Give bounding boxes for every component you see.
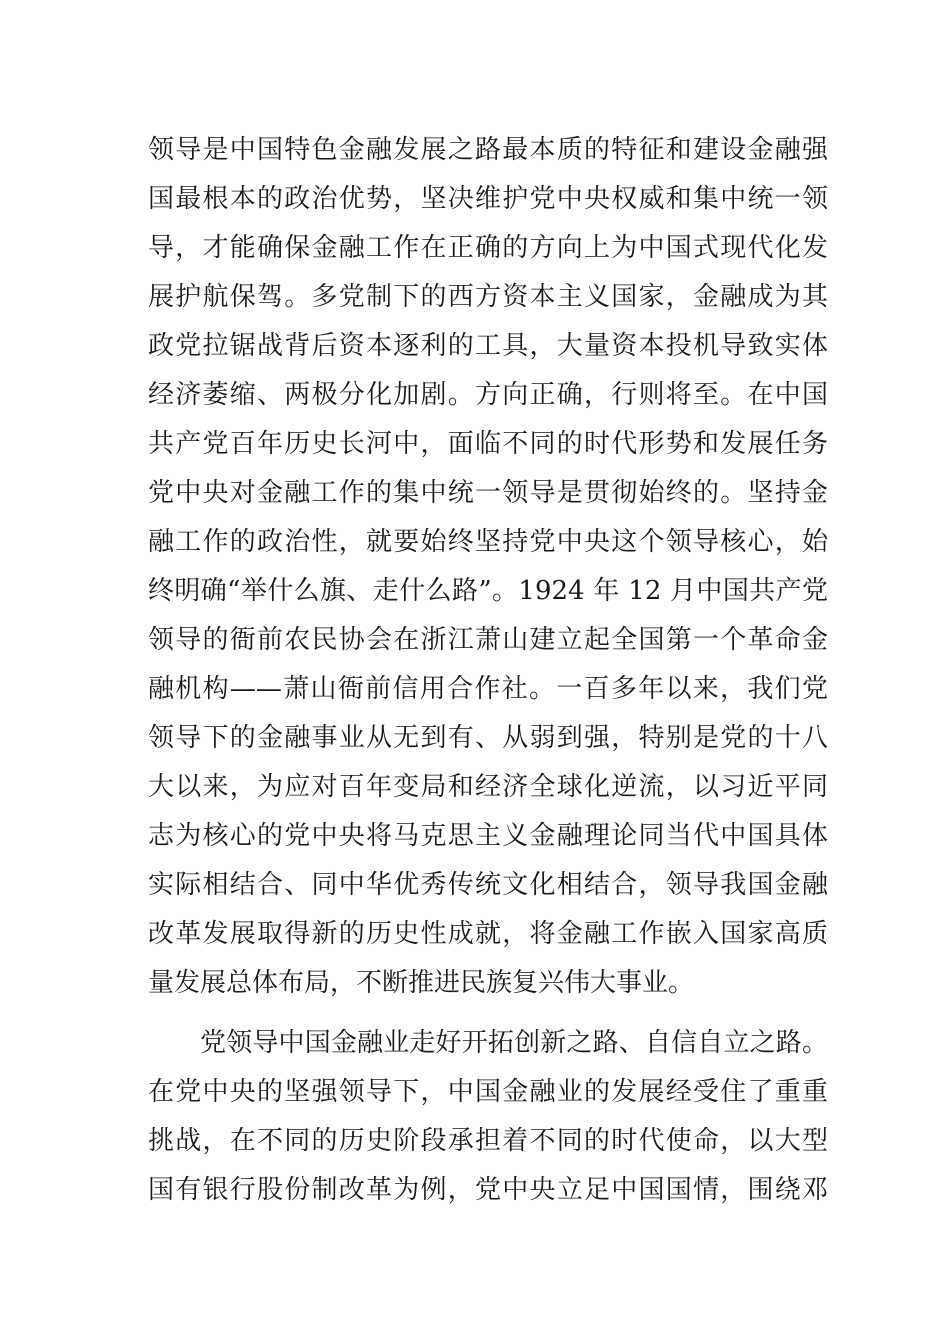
- text-line: 党中央对金融工作的集中统一领导是贯彻始终的。坚持金: [148, 478, 828, 508]
- text-line: 志为核心的党中央将马克思主义金融理论同当代中国具体: [148, 821, 828, 851]
- text-line: 领导的衙前农民协会在浙江萧山建立起全国第一个革命金: [148, 625, 828, 655]
- text-line: 导，才能确保金融工作在正确的方向上为中国式现代化发: [148, 233, 828, 263]
- text-line: 经济萎缩、两极分化加剧。方向正确，行则将至。在中国: [148, 380, 828, 410]
- text-line: 国有银行股份制改革为例，党中央立足中国国情，围绕邓: [148, 1175, 828, 1205]
- text-line: 终明确“举什么旗、走什么路”。1924 年 12 月中国共产党: [148, 576, 828, 606]
- text-line: 在党中央的坚强领导下，中国金融业的发展经受住了重重: [148, 1077, 828, 1107]
- text-line: 共产党百年历史长河中，面临不同的时代形势和发展任务: [148, 429, 828, 459]
- text-line: 大以来，为应对百年变局和经济全球化逆流，以习近平同: [148, 772, 828, 802]
- text-line: 党领导中国金融业走好开拓创新之路、自信自立之路。: [200, 1028, 828, 1058]
- body-text: [148, 126, 828, 1215]
- text-line: 国最根本的政治优势，坚决维护党中央权威和集中统一领: [148, 184, 828, 214]
- text-line: 领导下的金融事业从无到有、从弱到强，特别是党的十八: [148, 723, 828, 753]
- text-line: 实际相结合、同中华优秀传统文化相结合，领导我国金融: [148, 870, 828, 900]
- paragraph-spacer: [148, 1008, 828, 1019]
- text-line: 改革发展取得新的历史性成就，将金融工作嵌入国家高质: [148, 919, 828, 949]
- paragraph-1: [148, 126, 828, 1008]
- text-line: 政党拉锯战背后资本逐利的工具，大量资本投机导致实体: [148, 331, 828, 361]
- text-line: 融工作的政治性，就要始终坚持党中央这个领导核心，始: [148, 527, 828, 557]
- text-line: 展护航保驾。多党制下的西方资本主义国家，金融成为其: [148, 282, 828, 312]
- text-line: 挑战，在不同的历史阶段承担着不同的时代使命，以大型: [148, 1126, 828, 1156]
- text-line: 融机构——萧山衙前信用合作社。一百多年以来，我们党: [148, 674, 828, 704]
- text-line: 领导是中国特色金融发展之路最本质的特征和建设金融强: [148, 135, 828, 165]
- text-line: 量发展总体布局，不断推进民族复兴伟大事业。: [148, 968, 695, 998]
- paragraph-2: [148, 1019, 828, 1215]
